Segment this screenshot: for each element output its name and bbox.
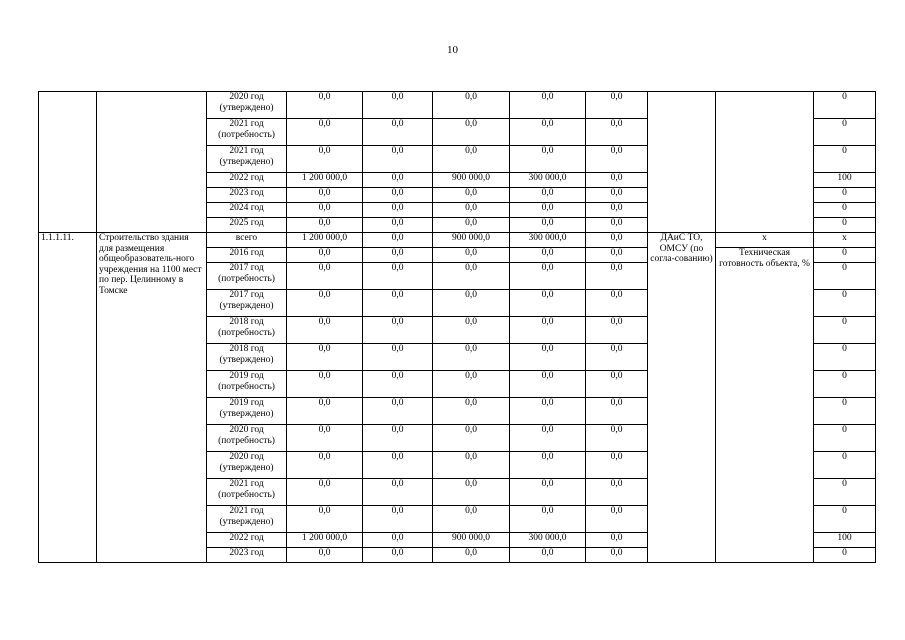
amount-c3: 0,0 — [510, 506, 586, 533]
period-cell: 2019 год (потребность) — [207, 371, 287, 398]
amount-c3: 300 000,0 — [510, 533, 586, 548]
amount-c2: 900 000,0 — [433, 233, 510, 248]
target-value: 0 — [814, 263, 876, 290]
amount-total: 0,0 — [287, 479, 363, 506]
amount-c1: 0,0 — [363, 119, 433, 146]
amount-c3: 0,0 — [510, 371, 586, 398]
indicator-value: х — [716, 233, 814, 248]
amount-total: 1 200 000,0 — [287, 533, 363, 548]
period-cell: 2023 год — [207, 548, 287, 563]
amount-total: 1 200 000,0 — [287, 173, 363, 188]
target-value: 0 — [814, 371, 876, 398]
target-value: 0 — [814, 398, 876, 425]
amount-c1: 0,0 — [363, 233, 433, 248]
table-row — [39, 233, 876, 248]
amount-total: 0,0 — [287, 188, 363, 203]
period-cell: 2016 год — [207, 248, 287, 263]
period-cell: 2025 год — [207, 218, 287, 233]
amount-c1: 0,0 — [363, 203, 433, 218]
amount-c1: 0,0 — [363, 398, 433, 425]
amount-c4: 0,0 — [586, 119, 648, 146]
amount-total: 0,0 — [287, 506, 363, 533]
period-cell: 2021 год (потребность) — [207, 119, 287, 146]
target-value: 0 — [814, 92, 876, 119]
period-cell: 2018 год (потребность) — [207, 317, 287, 344]
amount-c1: 0,0 — [363, 506, 433, 533]
amount-c2: 0,0 — [433, 248, 510, 263]
period-cell: всего — [207, 233, 287, 248]
amount-total: 0,0 — [287, 371, 363, 398]
period-cell: 2019 год (утверждено) — [207, 398, 287, 425]
amount-c3: 0,0 — [510, 146, 586, 173]
amount-c2: 0,0 — [433, 398, 510, 425]
amount-c4: 0,0 — [586, 233, 648, 248]
target-value: 0 — [814, 452, 876, 479]
target-value: 0 — [814, 344, 876, 371]
amount-c2: 900 000,0 — [433, 533, 510, 548]
amount-c1: 0,0 — [363, 425, 433, 452]
amount-c1: 0,0 — [363, 248, 433, 263]
period-cell: 2021 год (утверждено) — [207, 506, 287, 533]
period-cell: 2021 год (утверждено) — [207, 146, 287, 173]
amount-c2: 0,0 — [433, 203, 510, 218]
amount-c2: 0,0 — [433, 425, 510, 452]
budget-table — [38, 91, 876, 563]
amount-c3: 0,0 — [510, 398, 586, 425]
amount-c4: 0,0 — [586, 317, 648, 344]
amount-c3: 0,0 — [510, 188, 586, 203]
amount-c2: 0,0 — [433, 119, 510, 146]
period-cell: 2020 год (потребность) — [207, 425, 287, 452]
target-value: 0 — [814, 479, 876, 506]
item-code — [39, 92, 97, 233]
target-value: 100 — [814, 173, 876, 188]
amount-c1: 0,0 — [363, 218, 433, 233]
period-cell: 2018 год (утверждено) — [207, 344, 287, 371]
amount-c4: 0,0 — [586, 173, 648, 188]
amount-c3: 0,0 — [510, 263, 586, 290]
target-value: 0 — [814, 506, 876, 533]
amount-c2: 0,0 — [433, 317, 510, 344]
target-value: 0 — [814, 218, 876, 233]
amount-total: 0,0 — [287, 248, 363, 263]
amount-c2: 0,0 — [433, 188, 510, 203]
amount-c1: 0,0 — [363, 533, 433, 548]
amount-c4: 0,0 — [586, 290, 648, 317]
indicator-name — [716, 92, 814, 233]
period-cell: 2023 год — [207, 188, 287, 203]
amount-c1: 0,0 — [363, 479, 433, 506]
amount-c1: 0,0 — [363, 371, 433, 398]
amount-total: 0,0 — [287, 548, 363, 563]
amount-c2: 0,0 — [433, 92, 510, 119]
amount-c2: 0,0 — [433, 290, 510, 317]
amount-total: 0,0 — [287, 452, 363, 479]
amount-c2: 0,0 — [433, 479, 510, 506]
item-code: 1.1.1.11. — [39, 233, 97, 563]
amount-c3: 300 000,0 — [510, 233, 586, 248]
amount-c4: 0,0 — [586, 248, 648, 263]
amount-c4: 0,0 — [586, 479, 648, 506]
amount-c4: 0,0 — [586, 452, 648, 479]
amount-c1: 0,0 — [363, 317, 433, 344]
amount-c3: 0,0 — [510, 425, 586, 452]
amount-c2: 900 000,0 — [433, 173, 510, 188]
amount-c1: 0,0 — [363, 548, 433, 563]
amount-total: 0,0 — [287, 203, 363, 218]
amount-total: 0,0 — [287, 92, 363, 119]
target-value: 0 — [814, 548, 876, 563]
item-name — [97, 92, 207, 233]
amount-c4: 0,0 — [586, 371, 648, 398]
indicator-name: Техническая готовность объекта, % — [716, 248, 814, 563]
amount-c1: 0,0 — [363, 173, 433, 188]
amount-c3: 0,0 — [510, 248, 586, 263]
amount-c1: 0,0 — [363, 188, 433, 203]
amount-c4: 0,0 — [586, 263, 648, 290]
amount-c3: 0,0 — [510, 344, 586, 371]
period-cell: 2017 год (потребность) — [207, 263, 287, 290]
target-value: 0 — [814, 146, 876, 173]
amount-c4: 0,0 — [586, 188, 648, 203]
amount-c4: 0,0 — [586, 203, 648, 218]
amount-c1: 0,0 — [363, 344, 433, 371]
amount-c2: 0,0 — [433, 218, 510, 233]
amount-c3: 0,0 — [510, 203, 586, 218]
target-value: 0 — [814, 290, 876, 317]
amount-c2: 0,0 — [433, 263, 510, 290]
executor-cell: ДАиС ТО, ОМСУ (по согла-сованию) — [648, 233, 716, 563]
target-value: х — [814, 233, 876, 248]
amount-c3: 0,0 — [510, 218, 586, 233]
amount-total: 0,0 — [287, 263, 363, 290]
amount-c3: 0,0 — [510, 92, 586, 119]
amount-c4: 0,0 — [586, 398, 648, 425]
amount-c4: 0,0 — [586, 218, 648, 233]
amount-total: 0,0 — [287, 146, 363, 173]
executor-cell — [648, 92, 716, 233]
amount-c3: 0,0 — [510, 119, 586, 146]
amount-c3: 0,0 — [510, 317, 586, 344]
amount-c1: 0,0 — [363, 452, 433, 479]
amount-total: 0,0 — [287, 398, 363, 425]
amount-c3: 300 000,0 — [510, 173, 586, 188]
period-cell: 2022 год — [207, 533, 287, 548]
amount-total: 0,0 — [287, 218, 363, 233]
amount-c2: 0,0 — [433, 506, 510, 533]
amount-c4: 0,0 — [586, 92, 648, 119]
target-value: 100 — [814, 533, 876, 548]
table-row — [39, 92, 876, 119]
amount-c1: 0,0 — [363, 146, 433, 173]
amount-c2: 0,0 — [433, 146, 510, 173]
target-value: 0 — [814, 248, 876, 263]
page-number: 10 — [447, 44, 458, 56]
period-cell: 2020 год (утверждено) — [207, 92, 287, 119]
target-value: 0 — [814, 188, 876, 203]
amount-c4: 0,0 — [586, 425, 648, 452]
amount-c4: 0,0 — [586, 344, 648, 371]
amount-c1: 0,0 — [363, 92, 433, 119]
period-cell: 2017 год (утверждено) — [207, 290, 287, 317]
amount-c2: 0,0 — [433, 344, 510, 371]
amount-c2: 0,0 — [433, 548, 510, 563]
amount-total: 1 200 000,0 — [287, 233, 363, 248]
amount-total: 0,0 — [287, 290, 363, 317]
item-name: Строительство здания для размещения общеобразователь-ного учреждения на 1100 мест по пер. Целинному в Томске — [97, 233, 207, 563]
amount-c3: 0,0 — [510, 548, 586, 563]
period-cell: 2022 год — [207, 173, 287, 188]
target-value: 0 — [814, 203, 876, 218]
period-cell: 2021 год (потребность) — [207, 479, 287, 506]
amount-c3: 0,0 — [510, 290, 586, 317]
amount-c1: 0,0 — [363, 290, 433, 317]
amount-c1: 0,0 — [363, 263, 433, 290]
amount-c2: 0,0 — [433, 371, 510, 398]
period-cell: 2020 год (утверждено) — [207, 452, 287, 479]
amount-total: 0,0 — [287, 317, 363, 344]
amount-c4: 0,0 — [586, 548, 648, 563]
target-value: 0 — [814, 119, 876, 146]
amount-c4: 0,0 — [586, 146, 648, 173]
period-cell: 2024 год — [207, 203, 287, 218]
amount-c4: 0,0 — [586, 533, 648, 548]
amount-c2: 0,0 — [433, 452, 510, 479]
amount-total: 0,0 — [287, 344, 363, 371]
target-value: 0 — [814, 317, 876, 344]
amount-c4: 0,0 — [586, 506, 648, 533]
amount-total: 0,0 — [287, 119, 363, 146]
amount-c3: 0,0 — [510, 452, 586, 479]
amount-c3: 0,0 — [510, 479, 586, 506]
target-value: 0 — [814, 425, 876, 452]
amount-total: 0,0 — [287, 425, 363, 452]
